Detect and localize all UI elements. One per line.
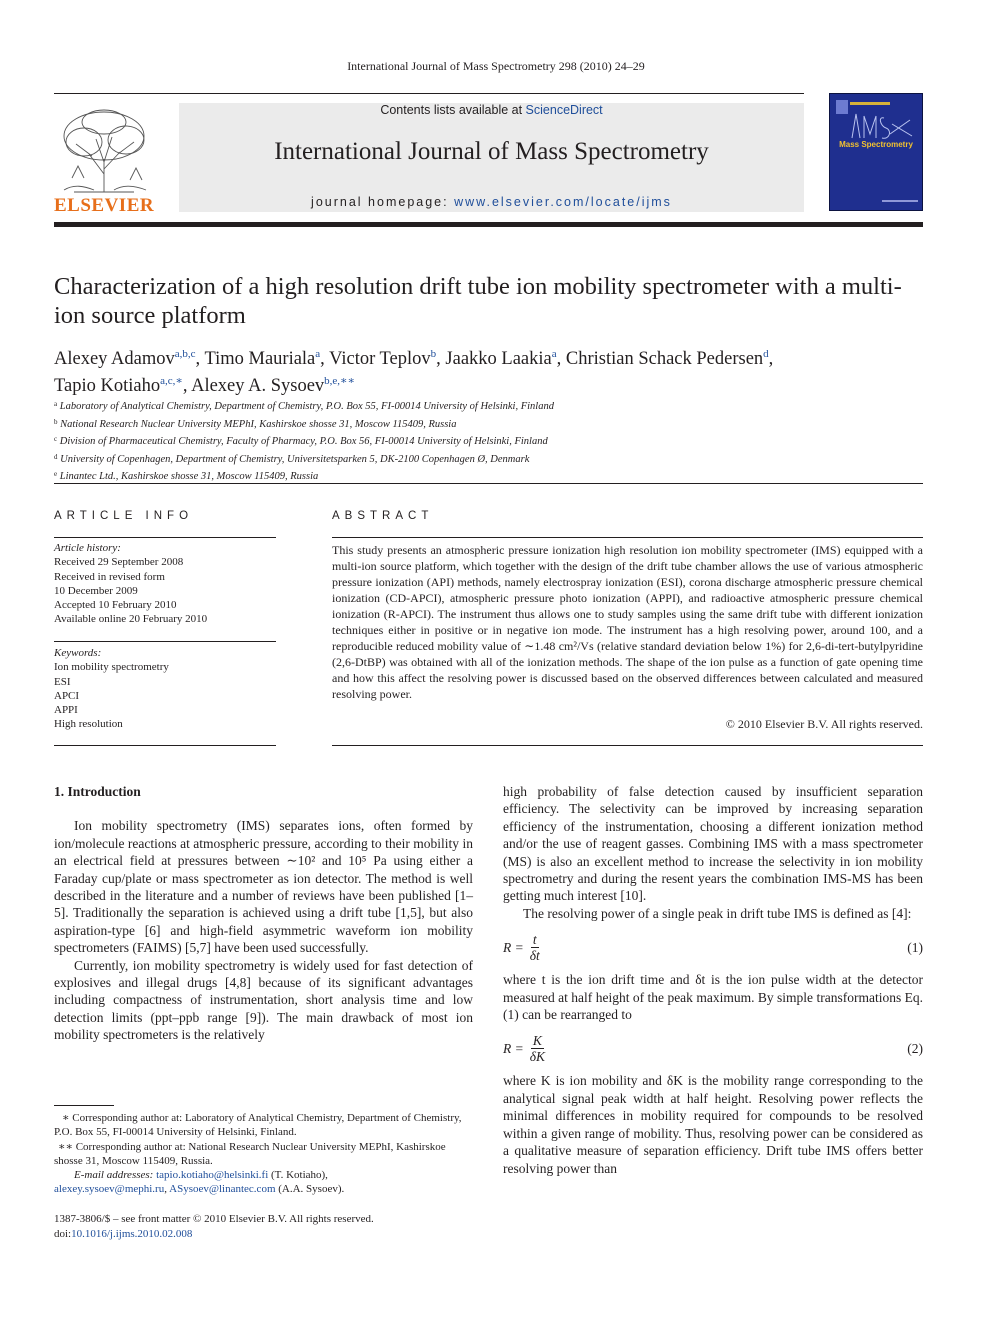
affiliation-item bbox=[54, 397, 924, 415]
contents-prefix: Contents lists available at bbox=[380, 103, 526, 117]
author-affiliation-marker[interactable]: a,b,c bbox=[174, 348, 196, 360]
equation-denominator: δt bbox=[529, 948, 540, 964]
footnote-corresponding-2: ∗∗ Corresponding author at: National Research Nuclear University MEPhI, Kashirskoe shosse 31, Moscow 115409, Russia. bbox=[54, 1140, 446, 1167]
keywords bbox=[54, 646, 276, 732]
keyword-item: APPI bbox=[54, 704, 78, 717]
publication-info bbox=[54, 1212, 473, 1241]
body-paragraph: where K is ion mobility and δK is the mobility range corresponding to the analytical signal peak width at half height. Resolving power reflects the minimal differences in mobility required for compounds to be resolved within a given range of mobility. Thus, resolving power can be considered as a qualitative measure of separation efficiency. Drift tube IMS offers better resolving power than bbox=[503, 1073, 923, 1176]
history-item: Received in revised form bbox=[54, 570, 165, 583]
equation-lhs: R = bbox=[503, 940, 524, 956]
history-item: Accepted 10 February 2010 bbox=[54, 599, 177, 612]
keywords-list bbox=[54, 660, 276, 731]
homepage-prefix: journal homepage: bbox=[311, 195, 455, 209]
author-name: Christian Schack Pedersen bbox=[565, 349, 764, 369]
body-column-right bbox=[503, 783, 923, 1177]
email-owner: (A.A. Sysoev). bbox=[275, 1183, 345, 1196]
header-rule bbox=[54, 93, 804, 94]
equation-number: (2) bbox=[907, 1041, 923, 1057]
article-info-rule-top bbox=[54, 537, 276, 538]
body-paragraph: Ion mobility spectrometry (IMS) separates ions, often formed by ion/molecule reactions at atmospheric pressure, according to their mobility in an electrical field at pressures between ∼10² and 10⁵ Pa using either a Faraday cup/plate or mass spectrometer as ion detector. The method is well described in the literature and a number of reviews have been published [1–5]. Traditionally the separation is achieved using a drift tube [1,5], but also aspiration-type [6] and high-field asymmetric waveform ion mobility spectrometers (FAIMS) [5,7] have been used successfully. bbox=[54, 818, 473, 956]
footnote-corresponding-1: ∗ Corresponding author at: Laboratory of Analytical Chemistry, Department of Chemistry, P.O. Box 55, FI-00014 University of Helsinki, Finland. bbox=[54, 1112, 462, 1139]
affiliation-item bbox=[54, 432, 924, 450]
email-owner: (T. Kotiaho), bbox=[268, 1169, 328, 1182]
author-name: Victor Teplov bbox=[329, 349, 431, 369]
keyword-item: ESI bbox=[54, 675, 71, 688]
equation-lhs: R = bbox=[503, 1041, 524, 1057]
affiliation-key: b bbox=[54, 417, 58, 426]
article-info-heading: ARTICLE INFO bbox=[54, 510, 194, 522]
abstract-text: This study presents an atmospheric pressure ionization high resolution ion mobility spectrometer (IMS) equipped with a multi-ion source platform, which together with the design of the drift tube chamber allows the use of various atmospheric pressure ionization (API) methods, namely electrospray ionization (ESI), corona discharge atmospheric pressure chemical ionization (CD-APCI), atmospheric pressure photo ionization (APPI), and radioactive atmospheric pressure chemical ionization (R-APCI). The instrument thus allows one to study samples using the same drift tube with different ionization techniques either in positive or in negative ion mode. The instrument has a high resolving power, around 100, and a reproducible reduced mobility value of ∼1.48 cm²/Vs (relative standard deviation below 1%) for 2,6-di-tert-butylpyridine (2,6-DtBP) was obtained with all of the ionization methods. The shape of the ion pulse as a function of gate opening time and how this affect the resolving power is discussed based on the observed differences between calculated and measured resolving power. bbox=[332, 543, 923, 701]
section-heading-introduction: 1. Introduction bbox=[54, 784, 141, 799]
equation-number: (1) bbox=[907, 940, 923, 956]
journal-cover[interactable] bbox=[829, 93, 923, 211]
history-label: Article history: bbox=[54, 542, 121, 554]
body-column-left bbox=[54, 783, 473, 1044]
author-affiliation-marker[interactable]: b,e,∗∗ bbox=[324, 375, 356, 387]
author-name: Tapio Kotiaho bbox=[54, 376, 161, 396]
journal-homepage-link[interactable]: www.elsevier.com/locate/ijms bbox=[454, 195, 672, 209]
abstract-rule-top bbox=[332, 537, 923, 538]
journal-homepage-line bbox=[179, 195, 804, 209]
email-separator: , bbox=[164, 1183, 170, 1196]
author-affiliation-marker[interactable]: b bbox=[430, 348, 437, 360]
author-affiliation-marker[interactable]: a bbox=[315, 348, 321, 360]
author-separator: , bbox=[320, 349, 330, 369]
doi-prefix: doi: bbox=[54, 1227, 72, 1240]
author-name: Alexey Adamov bbox=[54, 349, 175, 369]
sciencedirect-link[interactable]: ScienceDirect bbox=[525, 103, 603, 117]
author-name: Alexey A. Sysoev bbox=[191, 376, 325, 396]
affiliation-item bbox=[54, 467, 924, 485]
equation-2 bbox=[503, 1033, 923, 1064]
keywords-label: Keywords: bbox=[54, 647, 102, 659]
affiliation-text: Laboratory of Analytical Chemistry, Department of Chemistry, P.O. Box 55, FI-00014 University of Helsinki, Finland bbox=[59, 401, 554, 412]
affiliation-rule bbox=[54, 483, 923, 484]
article-history bbox=[54, 541, 276, 627]
article-info-rule-bottom bbox=[54, 745, 276, 746]
body-paragraph: high probability of false detection caused by insufficient separation efficiency. The selectivity can be improved by increasing separation efficiency of the instrumentation, choosing a different ionization method and/or the use of reagent gasses. Combining IMS with a mass spectrometer (MS) is also an excellent method to increase the selectivity in ion mobility spectrometry and during the resent years the combination IMS-MS has been getting much interest [10]. bbox=[503, 784, 923, 904]
author-affiliation-marker[interactable]: d bbox=[763, 348, 769, 360]
affiliation-item bbox=[54, 450, 924, 468]
journal-title: International Journal of Mass Spectrometry bbox=[274, 138, 709, 165]
author-separator: , bbox=[768, 349, 774, 369]
affiliation-text: Linantec Ltd., Kashirskoe shosse 31, Moscow 115409, Russia bbox=[59, 471, 319, 482]
equation-numerator: K bbox=[532, 1033, 542, 1049]
history-item: 10 December 2009 bbox=[54, 584, 138, 597]
journal-citation: International Journal of Mass Spectrometry 298 (2010) 24–29 bbox=[347, 59, 645, 73]
keyword-item: APCI bbox=[54, 689, 80, 702]
author-name: Timo Mauriala bbox=[204, 349, 316, 369]
author-separator: , bbox=[182, 376, 192, 396]
footnotes bbox=[54, 1111, 473, 1197]
article-info-rule-mid bbox=[54, 641, 276, 642]
author-affiliation-marker[interactable]: a bbox=[551, 348, 557, 360]
abstract-copyright: © 2010 Elsevier B.V. All rights reserved. bbox=[725, 717, 923, 731]
author-name: Jaakko Laakia bbox=[445, 349, 552, 369]
footnote-rule bbox=[54, 1105, 114, 1106]
keyword-item: High resolution bbox=[54, 718, 123, 731]
equation-denominator: δK bbox=[529, 1049, 546, 1065]
author-separator: , bbox=[556, 349, 566, 369]
email-label: E-mail addresses: bbox=[74, 1169, 154, 1182]
cover-art-icon bbox=[830, 94, 922, 210]
equation-1 bbox=[503, 932, 923, 963]
abstract-heading: ABSTRACT bbox=[332, 510, 434, 522]
abstract-rule-bottom bbox=[332, 745, 923, 746]
affiliation-key: e bbox=[54, 470, 58, 478]
elsevier-logo-text: ELSEVIER bbox=[54, 195, 155, 216]
contents-line bbox=[179, 103, 804, 117]
history-list bbox=[54, 555, 276, 626]
email-link-kotiaho[interactable]: tapio.kotiaho@helsinki.fi bbox=[156, 1169, 269, 1182]
affiliation-key: c bbox=[54, 435, 58, 443]
affiliation-list bbox=[54, 397, 924, 485]
body-paragraph: The resolving power of a single peak in drift tube IMS is defined as [4]: bbox=[523, 905, 912, 921]
body-paragraph: where t is the ion drift time and δt is the ion pulse width at the detector measured at half height of the peak maximum. By simple transformations Eq. (1) can be rearranged to bbox=[503, 972, 923, 1023]
history-item: Received 29 September 2008 bbox=[54, 556, 184, 569]
header-thick-rule bbox=[54, 222, 923, 227]
author-list bbox=[54, 343, 924, 397]
equation-numerator: t bbox=[532, 932, 537, 948]
doi-link[interactable]: 10.1016/j.ijms.2010.02.008 bbox=[71, 1227, 193, 1240]
author-separator: , bbox=[436, 349, 446, 369]
affiliation-item bbox=[54, 415, 924, 433]
article-title: Characterization of a high resolution drift tube ion mobility spectrometer with a multi-ion source platform bbox=[54, 273, 902, 329]
author-separator: , bbox=[195, 349, 205, 369]
affiliation-key: a bbox=[54, 400, 58, 408]
history-item: Available online 20 February 2010 bbox=[54, 613, 208, 626]
author-affiliation-marker[interactable]: a,c,∗ bbox=[160, 375, 183, 387]
affiliation-key: d bbox=[54, 452, 58, 461]
issn-line: 1387-3806/$ – see front matter © 2010 Elsevier B.V. All rights reserved. bbox=[54, 1213, 374, 1225]
affiliation-text: Division of Pharmaceutical Chemistry, Faculty of Pharmacy, P.O. Box 56, FI-00014 University of Helsinki, Finland bbox=[59, 436, 548, 447]
affiliation-text: University of Copenhagen, Department of Chemistry, Universitetsparken 5, DK-2100 Copenhagen Ø, Denmark bbox=[60, 453, 530, 465]
affiliation-text: National Research Nuclear University MEPhI, Kashirskoe shosse 31, Moscow 115409, Russia bbox=[60, 418, 457, 430]
body-paragraph: Currently, ion mobility spectrometry is widely used for fast detection of explosives and illegal drugs [4,8] because of its significant advantages including compactness of instrumentation, short analysis time and low detection limits (ppt–ppb range [9]). The main drawback of most ion mobility spectrometers is the relatively bbox=[54, 957, 473, 1043]
email-link-sysoev-mephi[interactable]: alexey.sysoev@mephi.ru bbox=[54, 1183, 165, 1196]
email-link-sysoev-linantec[interactable]: ASysoev@linantec.com bbox=[169, 1183, 276, 1196]
cover-title: Mass Spectrometry bbox=[839, 140, 913, 149]
keyword-item: Ion mobility spectrometry bbox=[54, 661, 169, 674]
